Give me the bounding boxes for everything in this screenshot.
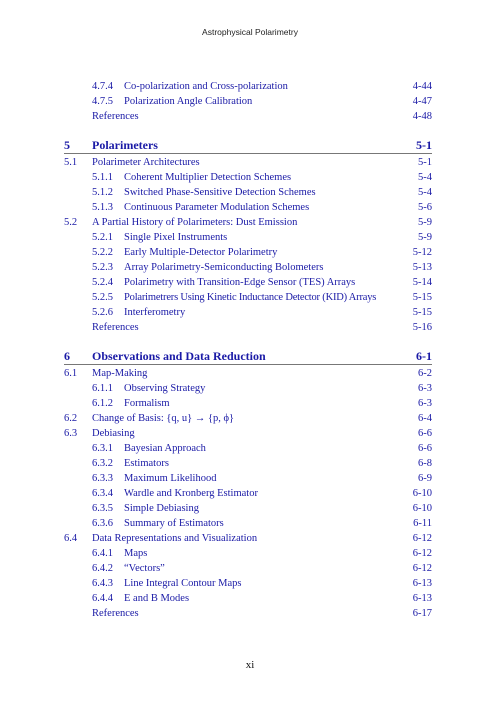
toc-page: 5-4 [418, 172, 432, 183]
toc-page: 6-3 [418, 383, 432, 394]
toc-title: Switched Phase-Sensitive Detection Schemes [124, 187, 316, 198]
toc-number: 6.1 [64, 368, 78, 379]
toc-number: 5.2.5 [92, 292, 113, 303]
toc-entry[interactable] [92, 562, 432, 576]
toc-title: Observing Strategy [124, 383, 206, 394]
toc-number: 6.3.5 [92, 503, 113, 514]
running-header: Astrophysical Polarimetry [202, 27, 298, 37]
toc-section[interactable] [64, 216, 432, 230]
toc-title: Polarimetrers Using Kinetic Inductance Detector (KID) Arrays [124, 292, 377, 303]
toc-number: 6.3 [64, 428, 78, 439]
toc-title: Continuous Parameter Modulation Schemes [124, 202, 310, 213]
toc-title: A Partial History of Polarimeters: Dust Emission [92, 217, 298, 228]
toc-entry[interactable] [92, 246, 432, 260]
toc-page: 6-3 [418, 398, 432, 409]
toc-number: 6.2 [64, 413, 78, 424]
toc-title: Wardle and Kronberg Estimator [124, 488, 258, 499]
toc-title: Change of Basis: {q, u} → {p, ϕ} [92, 413, 235, 424]
toc-title: “Vectors” [124, 563, 165, 574]
toc-entry[interactable] [92, 502, 432, 516]
toc-chapter-6[interactable] [64, 348, 432, 364]
toc-page: 6-10 [412, 488, 432, 499]
toc-number: 5.2.2 [92, 247, 113, 258]
toc-title: Observations and Data Reduction [92, 349, 266, 363]
toc-number: 6.1.2 [92, 398, 113, 409]
chapter-divider [64, 153, 432, 154]
toc-entry[interactable] [92, 382, 432, 396]
toc-entry[interactable] [92, 276, 432, 290]
toc-number: 5.2.4 [92, 277, 113, 288]
toc-title: Polarization Angle Calibration [124, 96, 253, 107]
toc-title: E and B Modes [124, 593, 190, 604]
toc-entry[interactable] [92, 95, 432, 109]
toc-page: 6-6 [418, 428, 432, 439]
toc-title: Interferometry [124, 307, 186, 318]
toc-page: 6-10 [412, 503, 432, 514]
toc-entry-references[interactable] [92, 110, 432, 124]
toc-page: 6-6 [418, 443, 432, 454]
toc-page: 6-12 [412, 563, 432, 574]
toc-entry[interactable] [92, 457, 432, 471]
toc-page: 5-9 [418, 217, 432, 228]
toc-title: Bayesian Approach [124, 443, 206, 454]
toc-number: 6.4.2 [92, 563, 113, 574]
toc-page: 6-8 [418, 458, 432, 469]
page-number: xi [245, 659, 255, 671]
toc-entry[interactable] [92, 397, 432, 411]
toc-title: Coherent Multiplier Detection Schemes [124, 172, 292, 183]
toc-entry[interactable] [92, 472, 432, 486]
toc-entry[interactable] [92, 186, 432, 200]
toc-entry[interactable] [92, 517, 432, 531]
toc-page: 5-13 [412, 262, 432, 273]
toc-entry[interactable] [92, 306, 432, 320]
toc-page: 6-12 [412, 533, 432, 544]
toc-page: 5-12 [412, 247, 432, 258]
toc-title: Debiasing [92, 428, 135, 439]
toc-number: 6.3.4 [92, 488, 113, 499]
toc-title: Data Representations and Visualization [92, 533, 258, 544]
toc-number: 5.1.3 [92, 202, 113, 213]
toc-page: 6-9 [418, 473, 432, 484]
toc-entry[interactable] [92, 171, 432, 185]
toc-title: Maximum Likelihood [124, 473, 217, 484]
toc-title: References [92, 322, 139, 333]
toc-page: 6-13 [412, 593, 432, 604]
toc-number: 5.1 [64, 157, 78, 168]
toc-title: Line Integral Contour Maps [124, 578, 242, 589]
toc-entry-references[interactable] [92, 321, 432, 335]
toc-number: 5.2.1 [92, 232, 113, 243]
toc-page: 6-2 [418, 368, 432, 379]
toc-page: 5-1 [416, 138, 432, 152]
toc-entry[interactable] [92, 577, 432, 591]
toc-title: Simple Debiasing [124, 503, 199, 514]
toc-page: 5-15 [412, 292, 432, 303]
toc-page: 4-47 [412, 96, 432, 107]
toc-page: 5-14 [412, 277, 432, 288]
chapter-divider [64, 364, 432, 365]
toc-number: 6.1.1 [92, 383, 113, 394]
toc-title: Co-polarization and Cross-polarization [124, 81, 288, 92]
toc-title: Early Multiple-Detector Polarimetry [124, 247, 278, 258]
toc-page: 5-1 [418, 157, 432, 168]
toc-title: References [92, 111, 139, 122]
toc-title: Polarimeter Architectures [92, 157, 200, 168]
toc-entry[interactable] [92, 80, 432, 94]
toc-entry[interactable] [92, 442, 432, 456]
toc-number: 5.2.6 [92, 307, 113, 318]
toc-number: 6.4.3 [92, 578, 113, 589]
toc-number: 6.3.2 [92, 458, 113, 469]
toc-title: Formalism [124, 398, 170, 409]
toc-number: 6.4.1 [92, 548, 113, 559]
toc-section[interactable] [64, 427, 432, 441]
toc-entry[interactable] [92, 261, 432, 275]
toc-chapter-5[interactable] [64, 137, 432, 153]
toc-title: Estimators [124, 458, 169, 469]
toc-number: 5.1.1 [92, 172, 113, 183]
toc-page: 4-48 [412, 111, 432, 122]
toc-number: 6.3.1 [92, 443, 113, 454]
toc-section[interactable] [64, 367, 432, 381]
toc-page: 6-12 [412, 548, 432, 559]
toc-number: 6.4 [64, 533, 78, 544]
toc-number: 4.7.4 [92, 81, 113, 92]
toc-title: Single Pixel Instruments [124, 232, 228, 243]
toc-title: Polarimetry with Transition-Edge Sensor (TES) Arrays [124, 277, 356, 288]
toc-number: 6.4.4 [92, 593, 113, 604]
toc-number: 5 [64, 138, 70, 152]
toc-title: Summary of Estimators [124, 518, 224, 529]
toc-section[interactable] [64, 532, 432, 546]
toc-page: 5-9 [418, 232, 432, 243]
toc-section[interactable] [64, 156, 432, 170]
toc-number: 6 [64, 349, 70, 363]
toc-title: References [92, 608, 139, 619]
toc-number: 5.2 [64, 217, 78, 228]
toc-page: 4-44 [412, 81, 432, 92]
toc-title: Map-Making [92, 368, 148, 379]
toc-section[interactable] [64, 412, 432, 426]
toc-title: Maps [124, 548, 148, 559]
toc-page: 6-1 [416, 349, 432, 363]
toc-entry[interactable] [92, 547, 432, 561]
toc-entry[interactable] [92, 487, 432, 501]
toc-entry[interactable] [92, 291, 432, 305]
toc-page: 6-17 [412, 608, 432, 619]
toc-entry[interactable] [92, 201, 432, 215]
toc-page: 5-4 [418, 187, 432, 198]
toc-entry-references[interactable] [92, 607, 432, 621]
toc-page: 5-6 [418, 202, 432, 213]
toc-entry[interactable] [92, 592, 432, 606]
toc-page: 6-11 [413, 518, 432, 529]
toc-number: 5.1.2 [92, 187, 113, 198]
toc-page: 5-15 [412, 307, 432, 318]
toc-number: 4.7.5 [92, 96, 113, 107]
toc-page: 5-16 [412, 322, 432, 333]
toc-title: Polarimeters [92, 138, 158, 152]
toc-page: 6-4 [418, 413, 432, 424]
toc-entry[interactable] [92, 231, 432, 245]
toc-number: 5.2.3 [92, 262, 113, 273]
toc-number: 6.3.6 [92, 518, 113, 529]
toc-number: 6.3.3 [92, 473, 113, 484]
toc-page: 6-13 [412, 578, 432, 589]
toc-title: Array Polarimetry-Semiconducting Bolometers [124, 262, 324, 273]
